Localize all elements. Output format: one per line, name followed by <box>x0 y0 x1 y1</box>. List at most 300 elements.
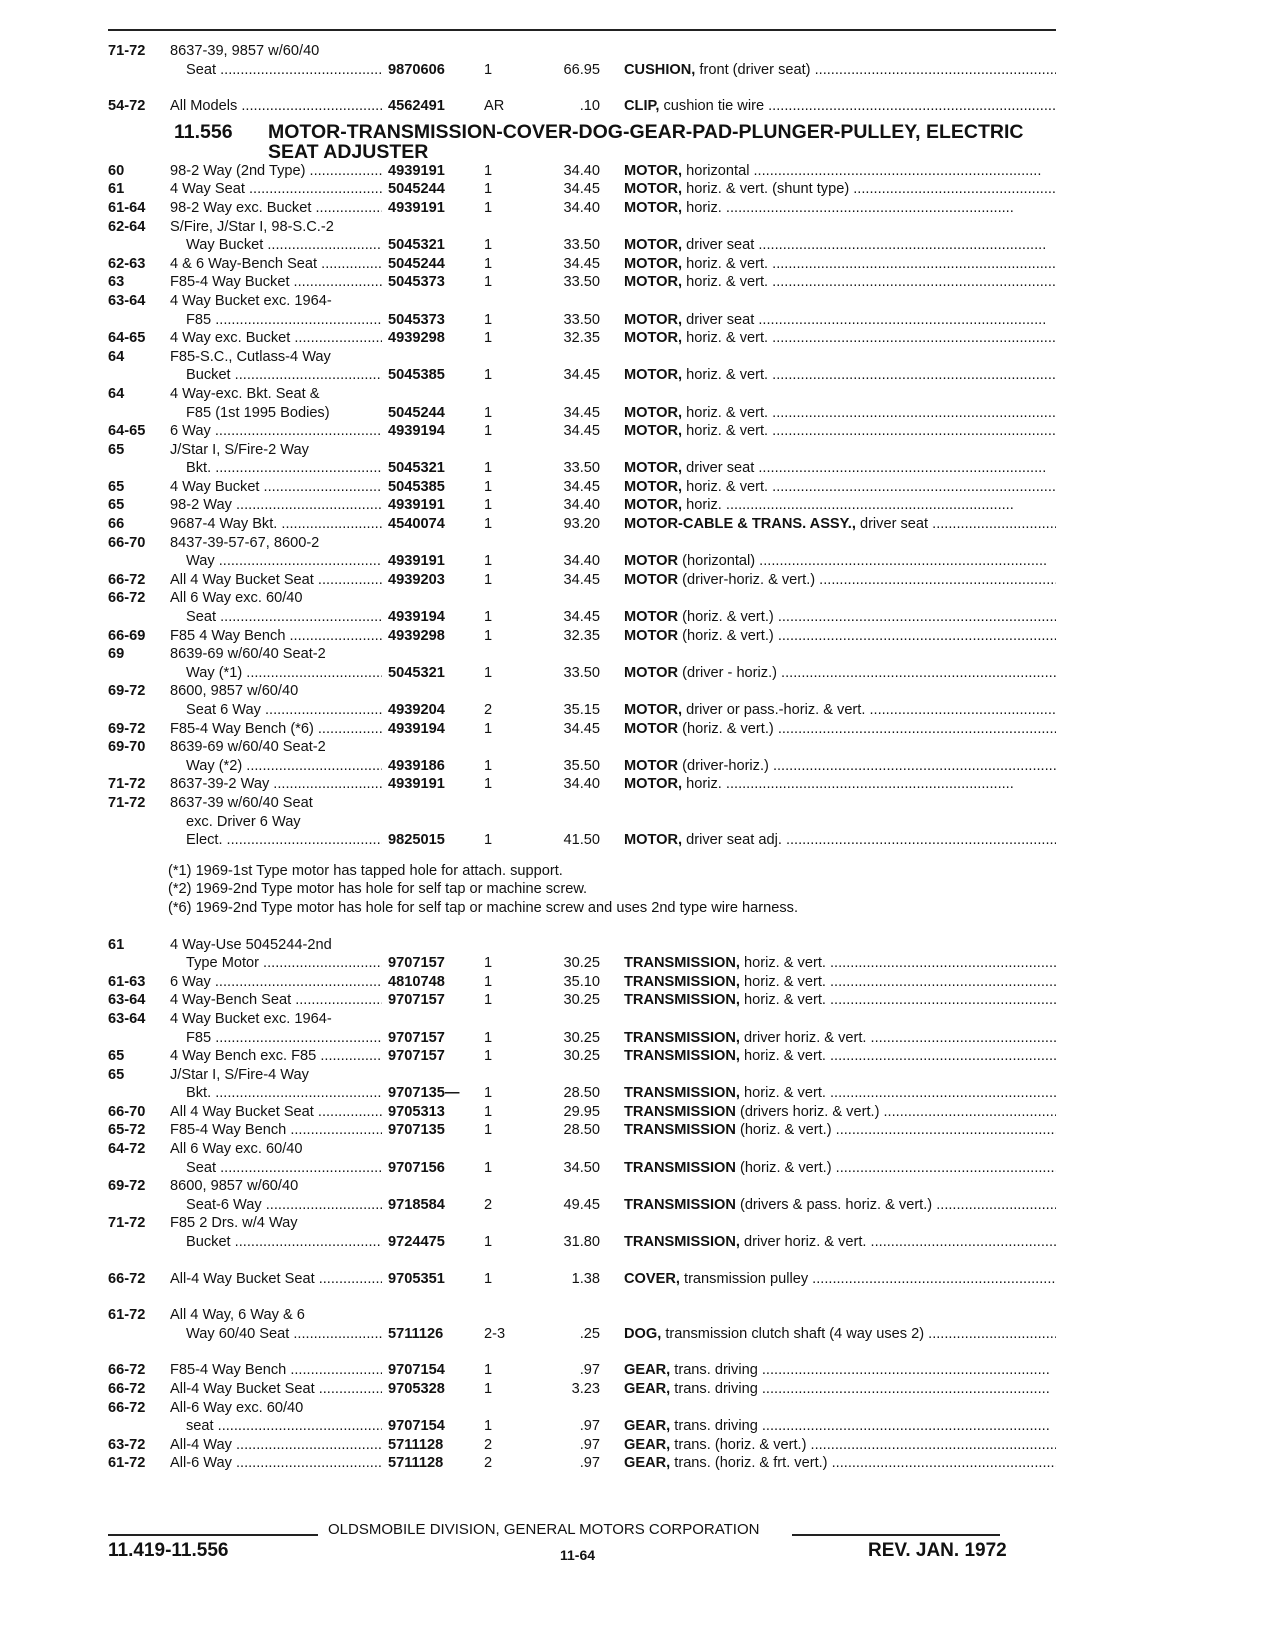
part-name: COVER, <box>624 1270 680 1287</box>
section-title: MOTOR-TRANSMISSION-COVER-DOG-GEAR-PAD-PLUNGER-PULLEY, ELECTRIC SEAT ADJUSTER <box>268 120 1024 163</box>
parts-list <box>0 42 1274 1473</box>
description <box>624 459 1056 478</box>
part-detail: driver seat <box>686 237 755 254</box>
part-name: MOTOR, <box>624 274 683 291</box>
list-price: 34.40 <box>563 553 600 570</box>
part-detail: trans. driving <box>674 1362 758 1379</box>
part-row <box>0 757 1274 776</box>
list-price: 1.38 <box>571 1270 600 1287</box>
part-name: MOTOR, <box>624 367 683 384</box>
model-years: 71-72 <box>108 1215 146 1232</box>
part-number: 5711126 <box>388 1325 444 1342</box>
quantity: 1 <box>484 1103 493 1120</box>
quantity: AR <box>484 98 505 115</box>
part-name: MOTOR <box>624 627 679 644</box>
part-number: 9724475 <box>388 1234 445 1251</box>
part-row <box>0 1417 1274 1436</box>
description <box>624 720 1056 739</box>
application: Way (*1) ..... <box>186 664 382 683</box>
description <box>624 1159 1056 1178</box>
description <box>624 1121 1056 1140</box>
application: 8600, 9857 w/60/40 <box>170 683 299 700</box>
model-years: 71-72 <box>108 43 146 59</box>
description <box>624 757 1056 776</box>
part-detail: transmission pulley <box>684 1270 809 1287</box>
model-years: 61-63 <box>108 973 146 990</box>
quantity: 1 <box>484 1362 493 1379</box>
part-row <box>0 1196 1274 1215</box>
part-number: 4939194 <box>388 609 445 626</box>
part-row <box>0 645 1274 664</box>
part-row <box>0 1233 1274 1252</box>
part-number: 4939298 <box>388 627 445 644</box>
part-name: TRANSMISSION, <box>624 1048 740 1065</box>
quantity: 1 <box>484 404 493 421</box>
part-row <box>0 515 1274 534</box>
quantity: 1 <box>484 1159 493 1176</box>
part-name: TRANSMISSION, <box>624 955 740 972</box>
part-row <box>0 571 1274 590</box>
list-price: 34.45 <box>563 478 600 495</box>
model-years: 65 <box>108 478 125 495</box>
list-price: 3.23 <box>571 1381 600 1397</box>
application: 8437-39-57-67, 8600-2 <box>170 534 320 551</box>
part-number: 4939203 <box>388 571 445 588</box>
quantity: 1 <box>484 553 493 570</box>
part-detail: trans. driving <box>674 1381 758 1397</box>
part-row <box>0 936 1274 955</box>
application: 4 Way-Bench Seat ..... <box>170 991 382 1010</box>
part-detail: horiz. <box>686 497 722 514</box>
part-detail: driver seat <box>859 516 929 533</box>
application: Seat-6 Way ..... <box>186 1196 382 1215</box>
application: All 6 Way exc. 60/40 <box>170 1141 303 1158</box>
part-row <box>0 664 1274 683</box>
model-years: 65 <box>108 1048 125 1065</box>
list-price: 30.25 <box>563 1029 600 1046</box>
description <box>624 180 1056 199</box>
list-price: 34.45 <box>563 720 600 737</box>
application: 98-2 Way ..... <box>170 496 382 515</box>
part-number: 9705328 <box>388 1381 445 1397</box>
footnotes <box>0 862 1274 918</box>
model-years: 63 <box>108 274 125 291</box>
list-price: 30.25 <box>563 1048 600 1065</box>
part-row <box>0 478 1274 497</box>
part-number: 5045373 <box>388 311 445 328</box>
application: Seat 6 Way ..... <box>186 701 382 720</box>
part-name: MOTOR <box>624 720 679 737</box>
part-number: 9707157 <box>388 1029 445 1046</box>
part-number: 4939204 <box>388 702 445 718</box>
list-price: 34.45 <box>563 181 600 198</box>
list-price: 66.95 <box>563 61 600 78</box>
quantity: 1 <box>484 237 493 254</box>
application: 8637-39-2 Way ..... <box>170 775 382 794</box>
part-row <box>0 199 1274 218</box>
part-row <box>0 1270 1274 1289</box>
description <box>624 273 1056 292</box>
transmission-cover-dog-gear-entries <box>0 936 1274 1473</box>
part-name: TRANSMISSION <box>624 1159 736 1176</box>
application: Bkt. ..... <box>186 459 382 478</box>
part-name: MOTOR, <box>624 404 683 421</box>
part-detail: horiz. & vert. <box>686 367 769 384</box>
part-name: GEAR, <box>624 1418 671 1435</box>
part-number: 9707154 <box>388 1418 445 1435</box>
part-number: 9705313 <box>388 1103 445 1120</box>
list-price: 33.50 <box>563 237 600 254</box>
application: All-4 Way Bucket Seat ..... <box>170 1380 382 1399</box>
part-name: MOTOR <box>624 553 679 570</box>
part-detail: (horiz. & vert.) <box>682 720 774 737</box>
part-number: 4939191 <box>388 776 445 793</box>
part-row <box>0 794 1274 813</box>
part-row <box>0 1159 1274 1178</box>
part-name: TRANSMISSION <box>624 1103 736 1120</box>
quantity: 1 <box>484 255 493 272</box>
part-detail: (drivers & pass. horiz. & vert.) <box>739 1196 933 1213</box>
description <box>624 552 1056 571</box>
part-name: TRANSMISSION, <box>624 1029 740 1046</box>
list-price: .25 <box>579 1325 600 1342</box>
part-detail: horiz. & vert. <box>744 992 826 1009</box>
part-row <box>0 552 1274 571</box>
part-name: MOTOR-CABLE & TRANS. ASSY., <box>624 516 856 533</box>
footer-rule-left <box>108 1534 318 1536</box>
model-years: 66-72 <box>108 1381 146 1397</box>
application: 8639-69 w/60/40 Seat-2 <box>170 739 326 756</box>
part-detail: cushion tie wire <box>663 98 765 115</box>
model-years: 66 <box>108 516 125 533</box>
part-row <box>0 1084 1274 1103</box>
description <box>624 954 1056 973</box>
model-years: 61 <box>108 936 125 953</box>
model-years: 64-65 <box>108 330 146 347</box>
part-row <box>0 1029 1274 1048</box>
description <box>624 1380 1056 1399</box>
description <box>624 255 1056 274</box>
application: All 6 Way exc. 60/40 <box>170 590 303 607</box>
application: All 4 Way Bucket Seat ..... <box>170 1103 382 1122</box>
application: F85-S.C., Cutlass-4 Way <box>170 348 331 365</box>
list-price: 34.45 <box>563 609 600 626</box>
description <box>624 478 1056 497</box>
list-price: .97 <box>579 1362 600 1379</box>
part-name: TRANSMISSION, <box>624 973 740 990</box>
model-years: 69-70 <box>108 739 146 756</box>
part-number: 5045244 <box>388 255 445 272</box>
application: J/Star I, S/Fire-2 Way <box>170 441 309 458</box>
part-number: 4939298 <box>388 330 445 347</box>
part-detail: horiz. <box>686 199 722 216</box>
quantity: 1 <box>484 757 493 774</box>
application: Bucket ..... <box>186 1233 382 1252</box>
part-number: 5711128 <box>388 1455 444 1472</box>
part-number: 4540074 <box>388 516 445 533</box>
part-row <box>0 1103 1274 1122</box>
model-years: 66-72 <box>108 590 146 607</box>
part-name: MOTOR, <box>624 330 683 347</box>
description <box>624 1454 1056 1473</box>
application: 98-2 Way exc. Bucket ..... <box>170 199 382 218</box>
part-detail: trans. driving <box>674 1418 758 1435</box>
part-row <box>0 1361 1274 1380</box>
part-row <box>0 1140 1274 1159</box>
model-years: 62-63 <box>108 255 146 272</box>
application: 8600, 9857 w/60/40 <box>170 1178 299 1195</box>
model-years: 61-72 <box>108 1307 146 1324</box>
list-price: 34.45 <box>563 404 600 421</box>
part-number: 9707135 <box>388 1122 445 1139</box>
part-row <box>0 1325 1274 1344</box>
part-detail: (horiz. & vert.) <box>739 1159 832 1176</box>
application: 8637-39, 9857 w/60/40 <box>170 43 320 59</box>
part-row <box>0 162 1274 181</box>
part-row <box>0 608 1274 627</box>
quantity: 1 <box>484 460 493 477</box>
part-row <box>0 255 1274 274</box>
footer-page-number: 11-64 <box>560 1547 596 1563</box>
part-name: MOTOR, <box>624 255 683 272</box>
part-number: 9705351 <box>388 1270 445 1287</box>
part-name: TRANSMISSION <box>624 1196 736 1213</box>
list-price: 35.10 <box>563 973 600 990</box>
part-name: MOTOR, <box>624 478 683 495</box>
list-price: 34.40 <box>563 162 600 179</box>
part-row <box>0 813 1274 832</box>
part-name: MOTOR, <box>624 497 683 514</box>
part-name: MOTOR, <box>624 162 683 179</box>
part-number: 5045244 <box>388 181 445 198</box>
quantity: 1 <box>484 478 493 495</box>
part-number: 9707157 <box>388 955 445 972</box>
part-detail: (driver-horiz.) <box>682 757 769 774</box>
application: F85-4 Way Bench (*6) ..... <box>170 720 382 739</box>
part-row <box>0 236 1274 255</box>
part-number: 9707156 <box>388 1159 445 1176</box>
part-row <box>0 1380 1274 1399</box>
part-row <box>0 627 1274 646</box>
model-years: 65 <box>108 1066 125 1083</box>
description <box>624 97 1056 116</box>
model-years: 63-64 <box>108 292 146 309</box>
application: F85-4 Way Bench ..... <box>170 1121 382 1140</box>
part-row <box>0 1454 1274 1473</box>
model-years: 64-65 <box>108 423 146 440</box>
model-years: 60 <box>108 162 125 179</box>
quantity: 1 <box>484 423 493 440</box>
part-number: 5045385 <box>388 367 445 384</box>
application: 6 Way ..... <box>170 422 382 441</box>
model-years: 63-72 <box>108 1436 146 1453</box>
quantity: 1 <box>484 274 493 291</box>
part-name: MOTOR, <box>624 181 683 198</box>
description <box>624 831 1056 850</box>
quantity: 1 <box>484 1270 493 1287</box>
part-detail: trans. (horiz. & vert.) <box>674 1436 807 1453</box>
part-detail: trans. (horiz. & frt. vert.) <box>674 1455 828 1472</box>
part-name: GEAR, <box>624 1455 671 1472</box>
part-name: TRANSMISSION, <box>624 992 740 1009</box>
quantity: 2 <box>484 1455 493 1472</box>
description <box>624 991 1056 1010</box>
part-detail: horiz. & vert. <box>744 955 826 972</box>
part-row <box>0 42 1274 61</box>
model-years: 65-72 <box>108 1122 146 1139</box>
part-row <box>0 218 1274 237</box>
part-number: 4939186 <box>388 757 445 774</box>
quantity: 1 <box>484 61 493 78</box>
part-row <box>0 97 1274 116</box>
description <box>624 1029 1056 1048</box>
application: Way ..... <box>186 552 382 571</box>
footer-revision: REV. JAN. 1972 <box>868 1540 1007 1561</box>
model-years: 65 <box>108 497 125 514</box>
part-number: 5045373 <box>388 274 445 291</box>
model-years: 61-64 <box>108 199 146 216</box>
list-price: 32.35 <box>563 627 600 644</box>
part-detail: driver seat adj. <box>686 832 782 849</box>
part-row <box>0 1436 1274 1455</box>
description <box>624 1417 1056 1436</box>
model-years: 66-72 <box>108 1399 146 1416</box>
application: Way 60/40 Seat ..... <box>186 1325 382 1344</box>
model-years: 69 <box>108 646 125 663</box>
part-number: 9707135— <box>388 1085 460 1102</box>
part-number: 9707157 <box>388 1048 445 1065</box>
quantity: 1 <box>484 1234 493 1251</box>
quantity: 1 <box>484 1381 493 1397</box>
quantity: 1 <box>484 1122 493 1139</box>
description <box>624 311 1056 330</box>
part-name: CUSHION, <box>624 61 696 78</box>
list-price: .97 <box>579 1418 600 1435</box>
application: F85-4 Way Bucket ..... <box>170 273 382 292</box>
part-detail: horiz. & vert. <box>686 423 769 440</box>
part-row <box>0 404 1274 423</box>
part-row <box>0 459 1274 478</box>
application: 4 & 6 Way-Bench Seat ..... <box>170 255 382 274</box>
quantity: 1 <box>484 627 493 644</box>
list-price: .10 <box>579 98 600 115</box>
application: S/Fire, J/Star I, 98-S.C.-2 <box>170 218 334 235</box>
part-name: TRANSMISSION, <box>624 1085 740 1102</box>
top-entries <box>0 42 1274 116</box>
part-row <box>0 701 1274 720</box>
list-price: 35.50 <box>563 757 600 774</box>
part-name: GEAR, <box>624 1381 671 1397</box>
top-rule <box>108 29 1056 31</box>
part-number: 9707157 <box>388 992 445 1009</box>
part-number: 5045321 <box>388 237 445 254</box>
part-number: 9718584 <box>388 1196 445 1213</box>
part-detail: horiz. & vert. <box>744 973 826 990</box>
part-name: MOTOR <box>624 571 679 588</box>
part-number: 9870606 <box>388 61 445 78</box>
part-detail: horizontal <box>686 162 750 179</box>
part-number: 4562491 <box>388 98 445 115</box>
list-price: 93.20 <box>563 516 600 533</box>
part-row <box>0 954 1274 973</box>
application: 8639-69 w/60/40 Seat-2 <box>170 646 326 663</box>
model-years: 61 <box>108 181 125 198</box>
part-number: 5045321 <box>388 460 445 477</box>
quantity: 1 <box>484 181 493 198</box>
description <box>624 199 1056 218</box>
part-detail: driver or pass.-horiz. & vert. <box>686 702 866 718</box>
quantity: 1 <box>484 1048 493 1065</box>
part-row <box>0 973 1274 992</box>
quantity: 1 <box>484 955 493 972</box>
model-years: 64-72 <box>108 1141 146 1158</box>
part-detail: driver seat <box>686 311 755 328</box>
part-name: MOTOR, <box>624 776 683 793</box>
list-price: 28.50 <box>563 1122 600 1139</box>
quantity: 1 <box>484 1418 493 1435</box>
part-name: GEAR, <box>624 1362 671 1379</box>
description <box>624 1325 1056 1344</box>
application: All-4 Way ..... <box>170 1436 382 1455</box>
list-price: 34.40 <box>563 497 600 514</box>
description <box>624 1103 1056 1122</box>
quantity: 1 <box>484 516 493 533</box>
part-number: 5711128 <box>388 1436 444 1453</box>
part-row <box>0 831 1274 850</box>
quantity: 2 <box>484 1436 493 1453</box>
model-years: 69-72 <box>108 683 146 700</box>
model-years: 66-72 <box>108 1270 146 1287</box>
footer-rule-right <box>792 1534 1000 1536</box>
application: 4 Way-exc. Bkt. Seat & <box>170 385 320 402</box>
model-years: 54-72 <box>108 98 146 115</box>
part-row <box>0 1214 1274 1233</box>
application: J/Star I, S/Fire-4 Way <box>170 1066 309 1083</box>
part-row <box>0 589 1274 608</box>
model-years: 66-70 <box>108 534 146 551</box>
description <box>624 61 1056 80</box>
application: Way (*2) ..... <box>186 757 382 776</box>
list-price: 34.45 <box>563 571 600 588</box>
part-row <box>0 1010 1274 1029</box>
part-name: TRANSMISSION <box>624 1122 736 1139</box>
part-number: 9825015 <box>388 832 445 849</box>
part-detail: horiz. & vert. <box>686 404 769 421</box>
description <box>624 701 1056 720</box>
description <box>624 366 1056 385</box>
part-detail: horiz. & vert. <box>686 330 769 347</box>
part-row <box>0 720 1274 739</box>
application: 98-2 Way (2nd Type) ..... <box>170 162 382 181</box>
description <box>624 1270 1056 1289</box>
application: Way Bucket ..... <box>186 236 382 255</box>
part-row <box>0 1121 1274 1140</box>
part-name: MOTOR, <box>624 199 683 216</box>
quantity: 2 <box>484 1196 493 1213</box>
model-years: 66-72 <box>108 1362 146 1379</box>
part-row <box>0 738 1274 757</box>
footer-group-range: 11.419-11.556 <box>108 1540 229 1561</box>
description <box>624 608 1056 627</box>
list-price: 35.15 <box>563 702 600 718</box>
list-price: 33.50 <box>563 274 600 291</box>
quantity: 1 <box>484 1085 493 1102</box>
footer-division: OLDSMOBILE DIVISION, GENERAL MOTORS CORPORATION <box>328 1521 760 1538</box>
application: Seat ..... <box>186 1159 382 1178</box>
model-years: 63-64 <box>108 992 146 1009</box>
part-detail: (horiz. & vert.) <box>682 609 774 626</box>
part-number: 4939191 <box>388 497 445 514</box>
